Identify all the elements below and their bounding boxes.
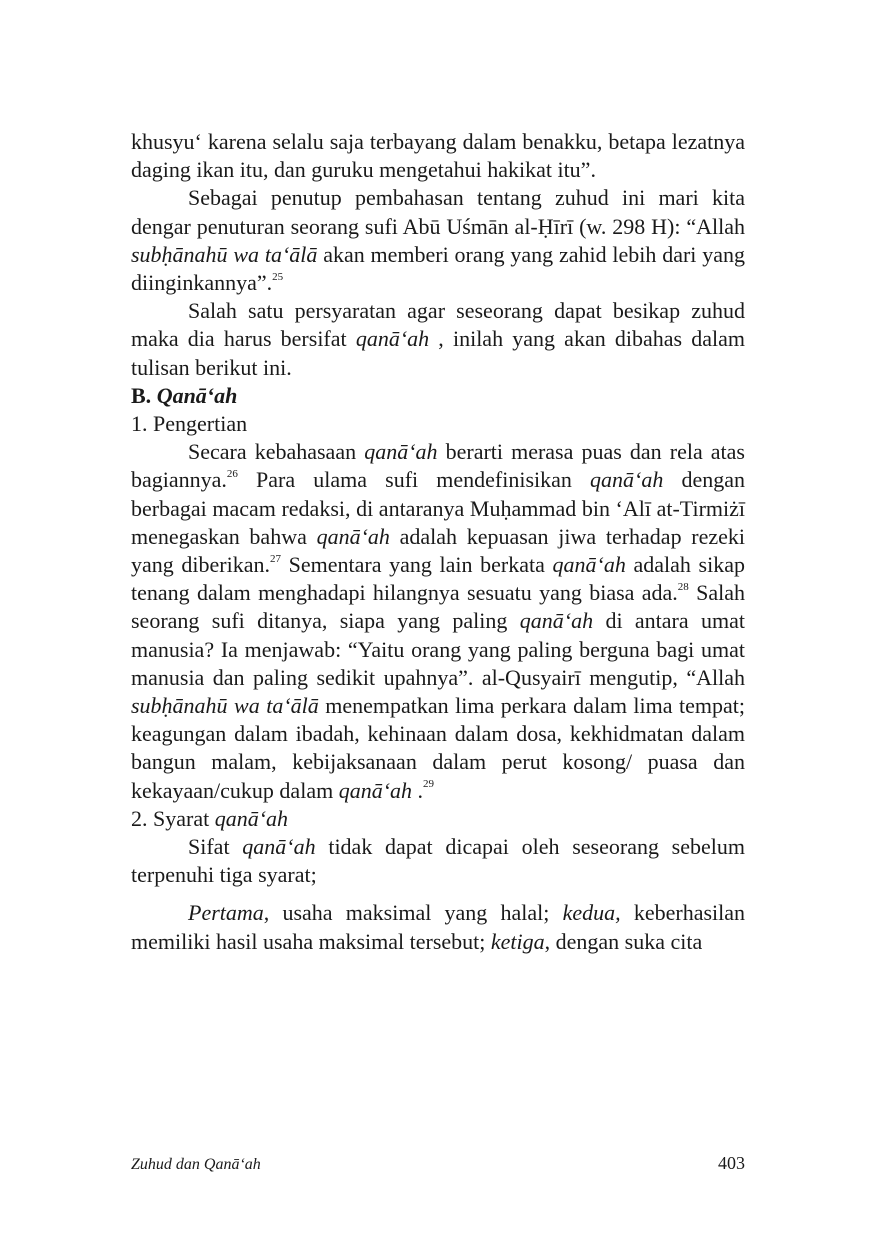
italic-term: qanā‘ah xyxy=(214,805,289,831)
text-run: keberhasilan memiliki hasil usaha maksimal tersebut; xyxy=(131,900,746,954)
page-footer xyxy=(131,1153,745,1174)
text-run: , inilah yang akan dibahas dalam tulisan berikut ini. xyxy=(131,326,745,380)
footnote-ref: 29 xyxy=(423,778,435,791)
footnote-ref: 27 xyxy=(269,552,281,565)
text-run: Secara kebahasaan xyxy=(188,439,365,465)
text-run: tidak dapat dicapai oleh seseorang sebelum terpenuhi tiga syarat; xyxy=(131,834,745,888)
italic-term: ketiga xyxy=(490,928,545,954)
text-run: adalah sikap tenang dalam menghadapi hilangnya sesuatu yang biasa ada. xyxy=(131,552,745,606)
text-run: . xyxy=(412,777,424,803)
italic-term: subḥānahū wa ta‘ālā xyxy=(131,693,319,719)
text-run: dengan berbagai macam redaksi, di antaranya Muḥammad bin ‘Alī at-Tirmiżī menegaskan bahwa xyxy=(131,467,745,549)
paragraph-definition xyxy=(131,438,745,805)
text-run: Sementara yang lain berkata xyxy=(280,552,553,578)
text-run: di antara umat manusia? Ia menjawab: “Yaitu orang yang paling berguna bagi umat manusia dan paling sedikit upahnya”. al-Qusyairī mengutip, “Allah xyxy=(131,608,745,690)
text-run: , usaha maksimal yang halal; xyxy=(263,900,563,926)
subsection-title: 1. Pengertian xyxy=(131,411,248,437)
footnote-ref: 25 xyxy=(272,270,284,283)
text-run: Sifat xyxy=(188,834,243,860)
text-run: Para ulama sufi mendefinisikan xyxy=(237,467,591,493)
text-run: adalah kepuasan jiwa terhadap rezeki yang diberikan. xyxy=(131,523,745,578)
paragraph-continuation xyxy=(131,128,745,184)
italic-term: qanā‘ah xyxy=(338,777,413,803)
italic-term: qanā‘ah xyxy=(355,326,430,352)
paragraph-closing-zuhud xyxy=(131,184,745,297)
subsection-heading-pengertian xyxy=(131,410,745,438)
text-run: Salah satu persyaratan agar seseorang dapat besikap zuhud maka dia harus bersifat xyxy=(131,298,745,352)
footnote-ref: 28 xyxy=(677,580,689,593)
paragraph-conditions-list xyxy=(131,899,745,955)
subsection-title: 2. Syarat xyxy=(131,805,215,831)
paragraph-conditions xyxy=(131,833,745,889)
italic-term: qanā‘ah xyxy=(552,552,626,578)
italic-term: qanā‘ah xyxy=(590,467,664,493)
footnote-ref: 26 xyxy=(226,468,238,481)
text-run: Salah seorang sufi ditanya, siapa yang paling xyxy=(131,580,745,634)
italic-term: kedua, xyxy=(562,900,621,926)
text-run: akan memberi orang yang zahid lebih dari yang diinginkannya”. xyxy=(131,241,745,296)
paragraph-transition xyxy=(131,297,745,382)
italic-term: qanā‘ah xyxy=(316,523,390,549)
section-title: Qanā‘ah xyxy=(156,382,238,408)
page-number: 403 xyxy=(718,1153,745,1173)
text-run: Sebagai penutup pembahasan tentang zuhud ini mari kita dengar penuturan seorang sufi Abū Uśmān al-Ḥīrī (w. 298 H): “Allah xyxy=(131,185,745,239)
section-label: B. xyxy=(131,382,152,408)
text-run: menempatkan lima perkara dalam lima tempat; keagungan dalam ibadah, kehinaan dalam dosa, kekhidmatan dalam bangun malam, kebijaksanaan dalam perut kosong/ puasa dan kekayaan/cukup dalam xyxy=(131,693,745,803)
italic-term: qanā‘ah xyxy=(242,834,316,860)
section-heading xyxy=(131,382,745,410)
subsection-heading-syarat xyxy=(131,805,745,833)
text-run: , dengan suka cita xyxy=(544,928,703,954)
body-text xyxy=(131,128,745,956)
italic-term: subḥānahū wa ta‘ālā xyxy=(131,241,318,267)
running-title: Zuhud dan Qanā‘ah xyxy=(131,1156,261,1173)
italic-term: qanā‘ah xyxy=(364,439,438,465)
text-run: khusyu‘ karena selalu saja terbayang dalam benakku, betapa lezatnya daging ikan itu, dan guruku mengetahui hakikat itu”. xyxy=(131,129,745,183)
italic-term: Pertama xyxy=(188,900,264,926)
italic-term: qanā‘ah xyxy=(519,608,594,634)
text-run: berarti merasa puas dan rela atas bagiannya. xyxy=(131,439,745,493)
